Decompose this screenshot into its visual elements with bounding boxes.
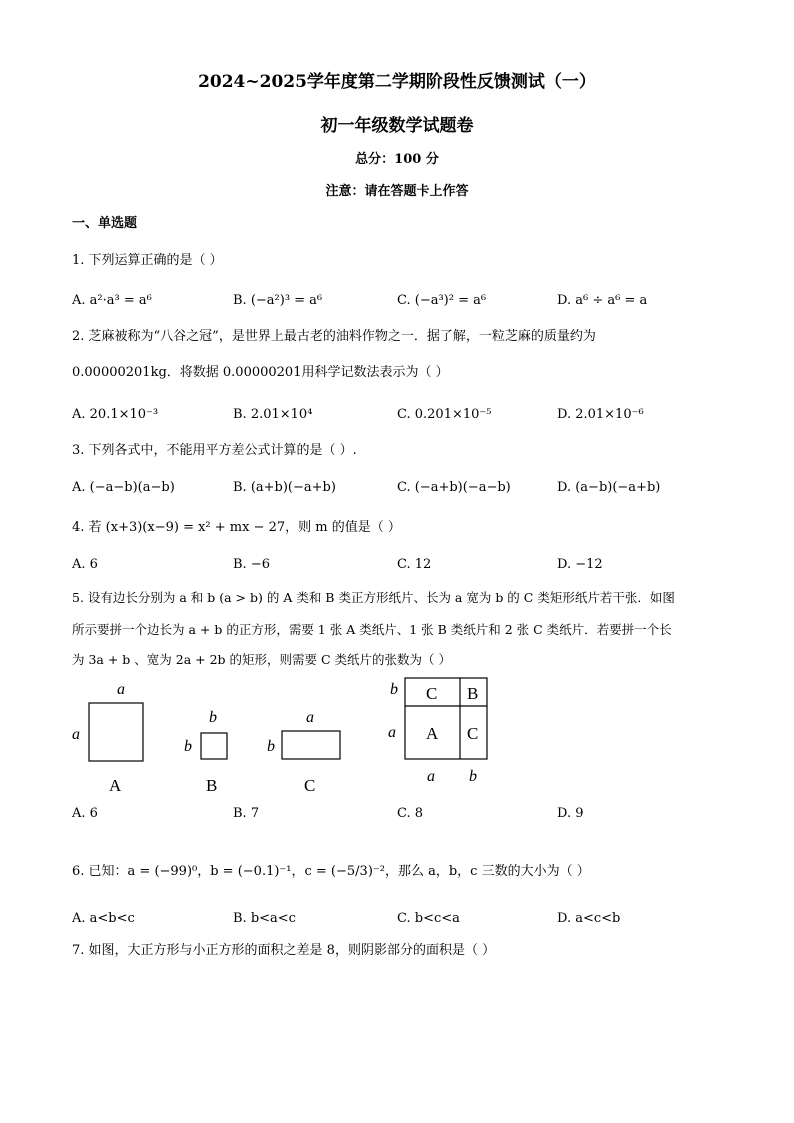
question-6-option-a: A. a<b<c [72,911,135,926]
section-heading: 一、单选题 [72,216,138,231]
question-2-option-a: A. 20.1×10⁻³ [72,407,159,422]
fig-label-c-top: a [306,709,314,726]
question-5-option-c: C. 8 [397,806,424,821]
total-score: 总分：100 分 [355,152,439,167]
fig-label-c-left: b [267,738,275,755]
fig-label-b-top: b [209,709,217,726]
question-4-option-b: B. −6 [233,557,270,572]
question-5-option-a: A. 6 [72,806,98,821]
grid-label-b-left: b [390,681,398,698]
question-3-option-a: A. (−a−b)(a−b) [72,480,175,495]
question-1-option-a: A. a²·a³ = a⁶ [72,293,152,308]
exam-title: 2024~2025学年度第二学期阶段性反馈测试（一） [198,72,596,92]
fig-caption-a: A [109,776,122,795]
fig-label-a-top: a [117,681,125,698]
fig-caption-b: B [206,776,218,795]
question-2-stem-line1: 2. 芝麻被称为“八谷之冠”，是世界上最古老的油料作物之一．据了解，一粒芝麻的质量约为 [72,329,596,344]
question-4-option-a: A. 6 [72,557,98,572]
question-6-option-d: D. a<c<b [557,911,621,926]
question-5-stem-line2: 所示要拼一个边长为 a + b 的正方形，需要 1 张 A 类纸片、1 张 B 类纸片和 2 张 C 类纸片．若要拼一个长 [72,622,672,637]
grid-label-a-left: a [388,724,396,741]
question-3-option-d: D. (a−b)(−a+b) [557,480,661,495]
question-4-option-d: D. −12 [557,557,603,572]
question-6-stem: 6. 已知：a = (−99)⁰，b = (−0.1)⁻¹，c = (−5/3)⁻²，那么 a，b，c 三数的大小为（ ） [72,864,590,879]
question-2-option-d: D. 2.01×10⁻⁶ [557,407,644,422]
square-a [89,703,143,761]
grid-cell-bottom-left: A [426,724,439,743]
question-2-stem-line2: 0.00000201kg．将数据 0.00000201用科学记数法表示为（ ） [72,365,449,380]
question-3-option-c: C. (−a+b)(−a−b) [397,480,511,495]
question-6-option-b: B. b<a<c [233,911,296,926]
question-5-figure [60,675,500,800]
fig-label-a-left: a [72,726,80,743]
grid-label-a-bottom: a [427,768,435,785]
grid-cell-top-left: C [426,684,438,703]
question-3-option-b: B. (a+b)(−a+b) [233,480,336,495]
question-5-stem-line1: 5. 设有边长分别为 a 和 b (a > b) 的 A 类和 B 类正方形纸片、长为 a 宽为 b 的 C 类矩形纸片若干张．如图 [72,590,675,605]
fig-caption-c: C [304,776,316,795]
rectangle-c [282,731,340,759]
fig-label-b-left: b [184,738,192,755]
question-4-option-c: C. 12 [397,557,432,572]
answer-note: 注意：请在答题卡上作答 [325,184,469,199]
question-2-option-c: C. 0.201×10⁻⁵ [397,407,492,422]
exam-subtitle: 初一年级数学试题卷 [320,116,474,136]
question-1-option-d: D. a⁶ ÷ a⁶ = a [557,293,648,308]
square-b [201,733,227,759]
question-1-option-c: C. (−a³)² = a⁶ [397,293,487,308]
question-2-option-b: B. 2.01×10⁴ [233,407,313,422]
question-4-stem: 4. 若 (x+3)(x−9) = x² + mx − 27，则 m 的值是（ ） [72,520,401,535]
question-5-option-d: D. 9 [557,806,584,821]
grid-cell-top-right: B [467,684,479,703]
question-5-stem-line3: 为 3a + b 、宽为 2a + 2b 的矩形，则需要 C 类纸片的张数为（ ） [72,652,451,667]
question-5-option-b: B. 7 [233,806,260,821]
question-6-option-c: C. b<c<a [397,911,460,926]
question-1-option-b: B. (−a²)³ = a⁶ [233,293,323,308]
question-1-stem: 1. 下列运算正确的是（ ） [72,253,223,268]
grid-label-b-bottom: b [469,768,477,785]
question-3-stem: 3. 下列各式中，不能用平方差公式计算的是（ ）. [72,443,357,458]
question-7-stem: 7. 如图，大正方形与小正方形的面积之差是 8，则阴影部分的面积是（ ） [72,943,496,958]
grid-cell-bottom-right: C [467,724,479,743]
